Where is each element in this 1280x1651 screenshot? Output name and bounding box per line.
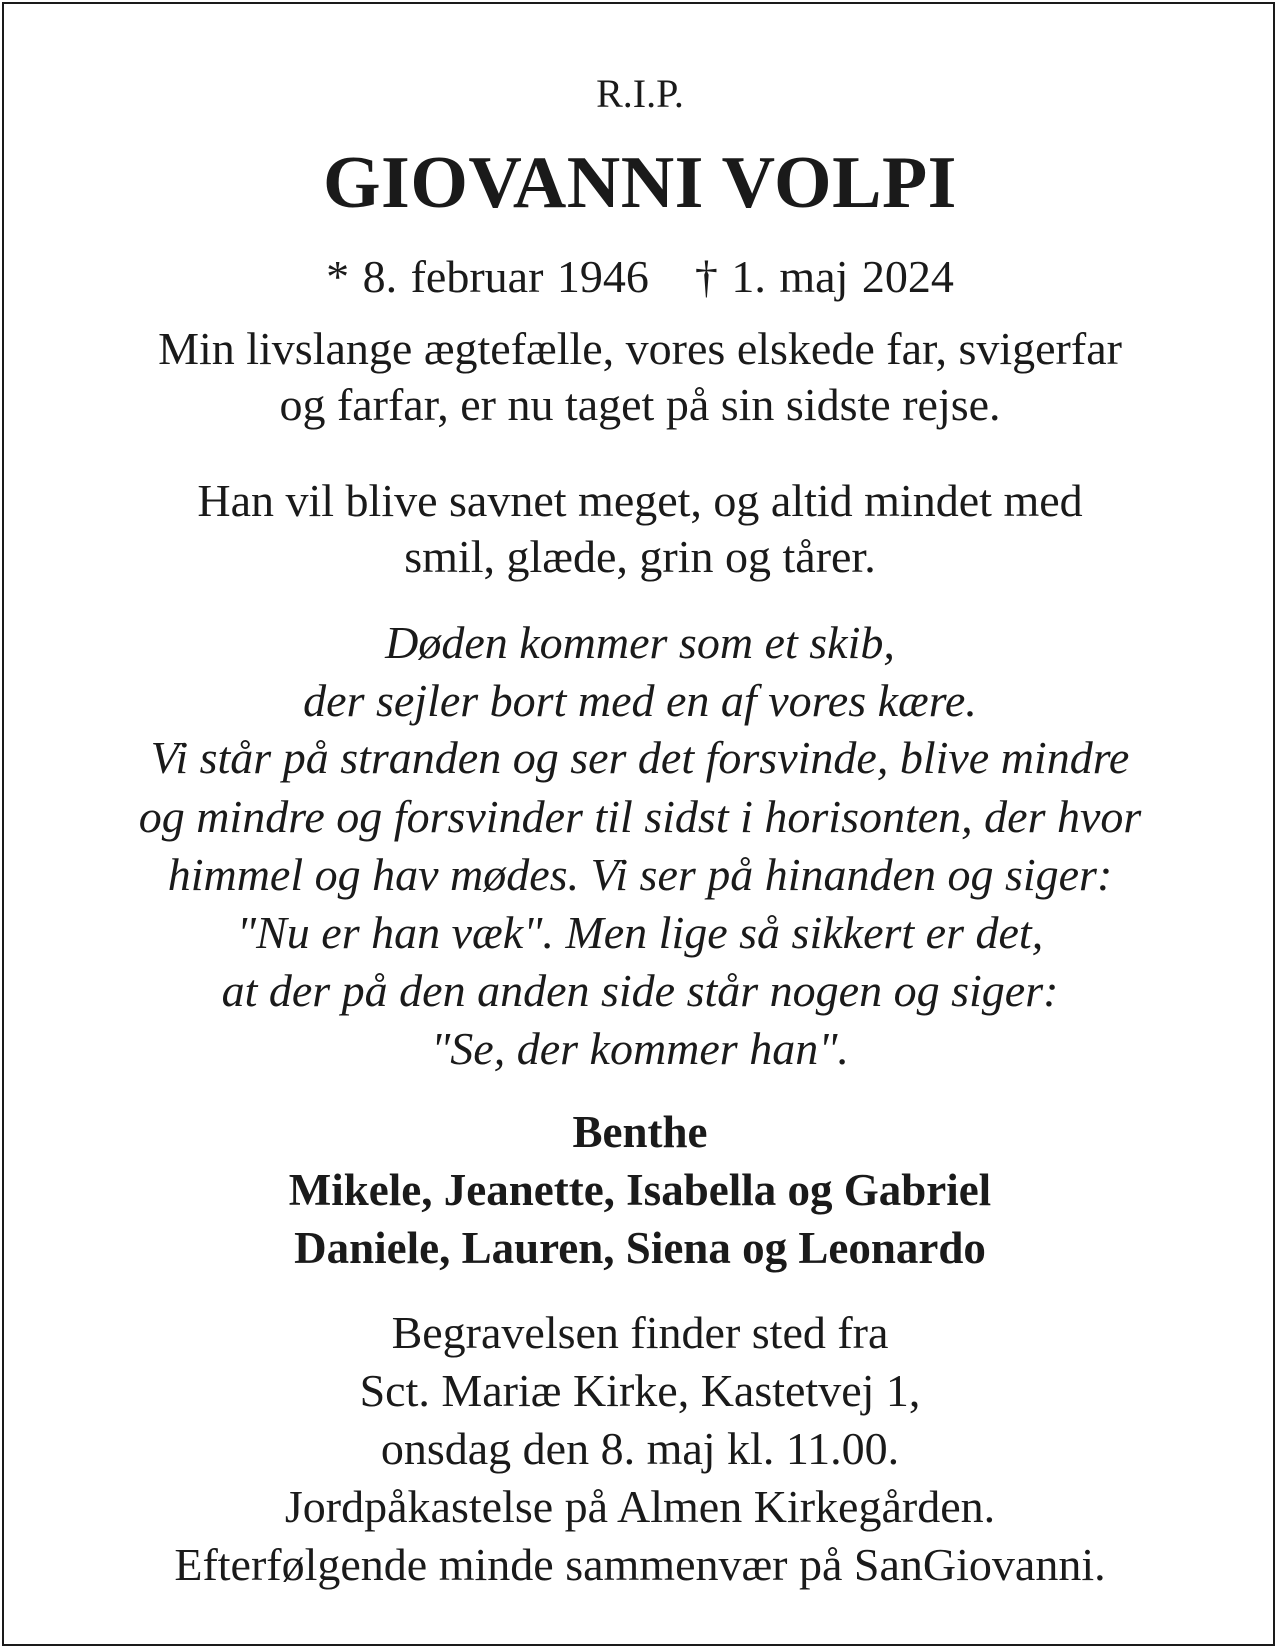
funeral-info-line: Begravelsen finder sted fra [391, 1307, 889, 1358]
poem-line: "Nu er han væk". Men lige så sikkert er det, [236, 907, 1044, 958]
family-member: Mikele, Jeanette, Isabella og Gabriel [288, 1165, 992, 1215]
poem-line: der sejler bort med en af vores kære. [303, 675, 977, 726]
remembrance-line: smil, glæde, grin og tårer. [404, 531, 876, 582]
intro-line: og farfar, er nu taget på sin sidste rejse. [279, 379, 1001, 430]
funeral-info-line: Jordpåkastelse på Almen Kirkegården. [284, 1481, 996, 1532]
remembrance-line: Han vil blive savnet meget, og altid mindet med [197, 475, 1083, 526]
birth-date: * 8. februar 1946 [326, 251, 649, 302]
funeral-info-line: Sct. Mariæ Kirke, Kastetvej 1, [359, 1365, 921, 1416]
death-date: † 1. maj 2024 [694, 251, 954, 302]
funeral-info-line: onsdag den 8. maj kl. 11.00. [380, 1423, 900, 1474]
intro-line: Min livslange ægtefælle, vores elskede far, svigerfar [158, 323, 1122, 374]
deceased-name: GIOVANNI VOLPI [323, 142, 957, 224]
life-dates [0, 251, 1280, 302]
funeral-info-line: Efterfølgende minde sammenvær på SanGiovanni. [174, 1539, 1106, 1590]
poem-line: Vi står på stranden og ser det forsvinde, blive mindre [150, 732, 1130, 783]
poem-line: og mindre og forsvinder til sidst i horisonten, der hvor [138, 791, 1142, 842]
poem-line: "Se, der kommer han". [430, 1023, 850, 1074]
poem-line: Døden kommer som et skib, [385, 617, 895, 668]
poem-line: at der på den anden side står nogen og siger: [221, 965, 1059, 1016]
poem-line: himmel og hav mødes. Vi ser på hinanden og siger: [167, 849, 1113, 900]
family-member: Benthe [572, 1107, 708, 1157]
family-member: Daniele, Lauren, Siena og Leonardo [294, 1223, 986, 1273]
rip-heading: R.I.P. [596, 71, 684, 116]
